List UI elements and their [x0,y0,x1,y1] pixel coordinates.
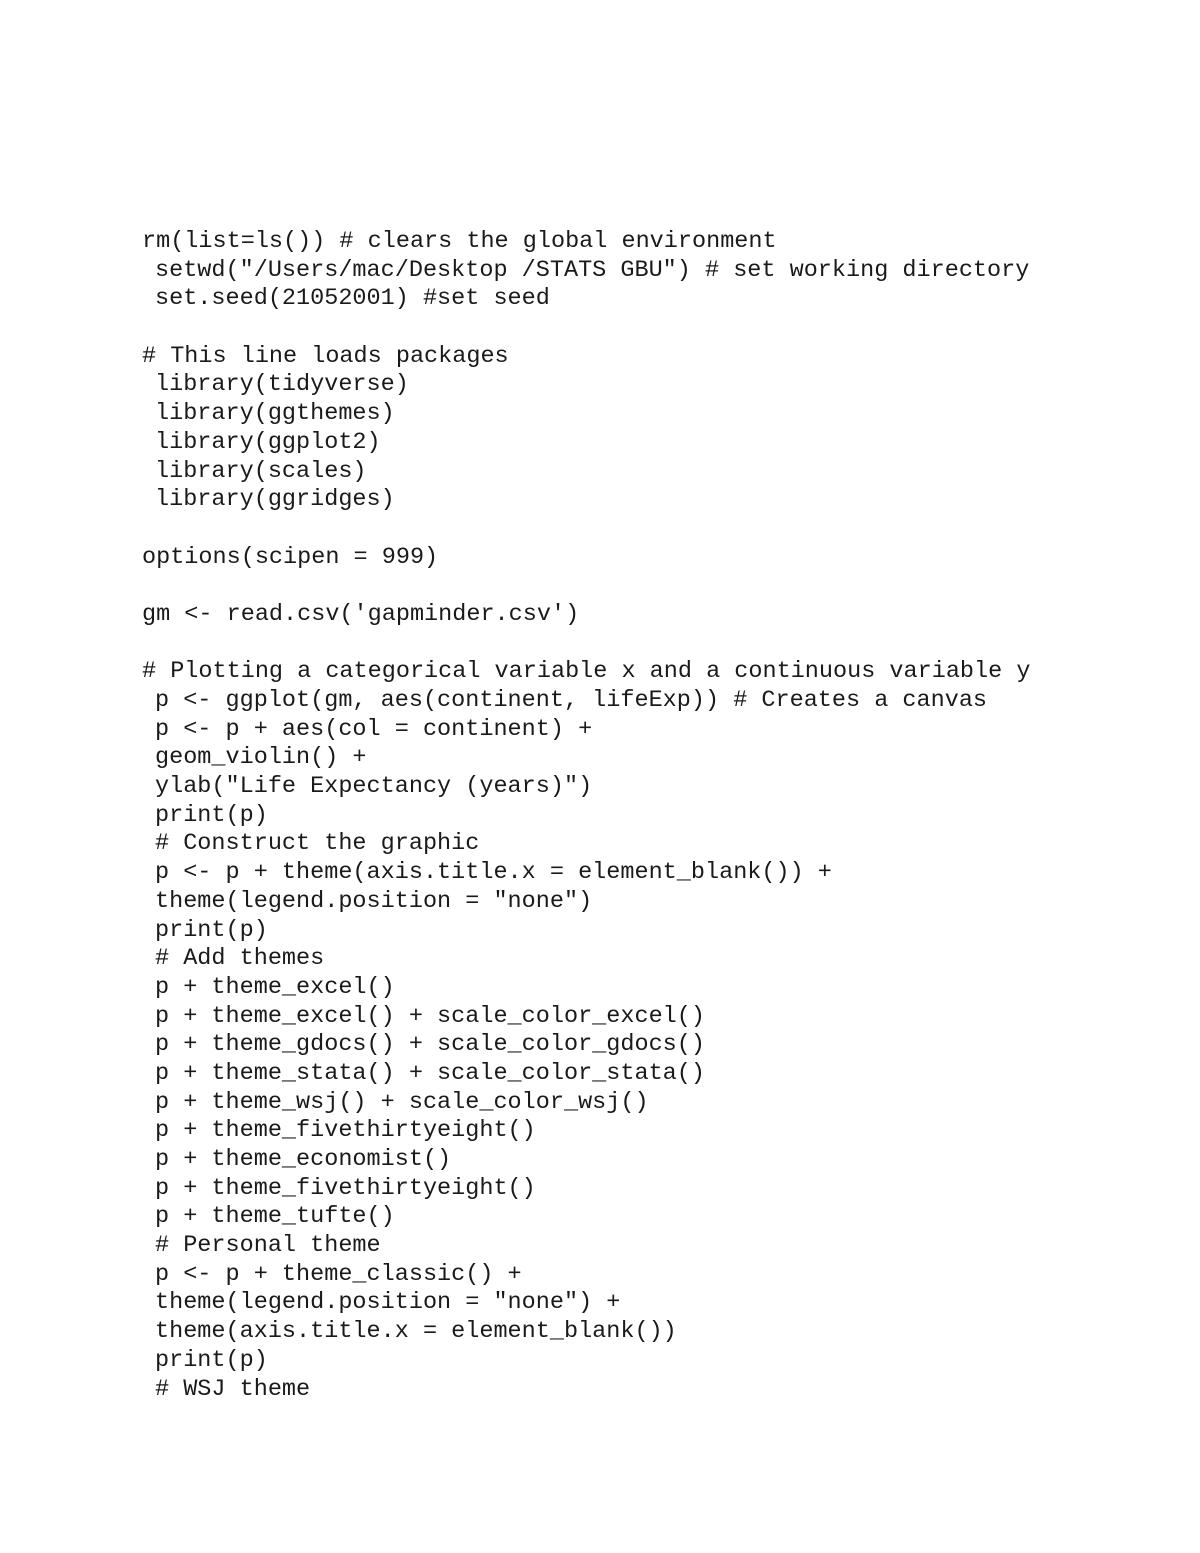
code-line: p <- p + theme(axis.title.x = element_blank()) + [155,859,832,887]
code-line: library(tidyverse) [155,371,409,399]
code-line: theme(legend.position = "none") + [155,1289,621,1317]
code-line: geom_violin() + [155,744,367,772]
code-line: theme(axis.title.x = element_blank()) [155,1318,677,1346]
code-line: # Add themes [155,945,325,973]
code-line: library(ggridges) [155,486,395,514]
code-line: p + theme_tufte() [155,1203,395,1231]
code-line: p <- ggplot(gm, aes(continent, lifeExp)) # Creates a canvas [155,687,988,714]
code-line: p + theme_economist() [155,1146,452,1173]
code-line: gm <- read.csv('gapminder.csv') [142,600,580,628]
blank-line [142,515,1142,544]
code-line: print(p) [155,1346,268,1374]
code-line: library(ggthemes) [155,400,395,428]
blank-line [142,572,1142,601]
code-line: p + theme_stata() + scale_color_stata() [155,1059,705,1087]
code-line: # This line loads packages [142,342,509,370]
code-line: p + theme_excel() + scale_color_excel() [155,1002,705,1030]
code-line: set.seed(21052001) #set seed [155,285,550,313]
code-line: p <- p + aes(col = continent) + [155,715,593,743]
code-line: library(scales) [155,457,367,485]
code-line: p <- p + theme_classic() + [155,1260,522,1288]
code-line: # WSJ theme [155,1375,311,1403]
blank-line [142,630,1142,659]
code-line: p + theme_wsj() + scale_color_wsj() [155,1088,649,1116]
code-line: theme(legend.position = "none") [155,887,593,915]
code-line: # Personal theme [155,1232,381,1260]
r-code-listing [142,228,1142,1404]
blank-line [142,314,1142,343]
code-line: print(p) [155,801,268,829]
code-line: library(ggplot2) [155,428,381,456]
code-line: options(scipen = 999) [142,543,439,571]
code-line: rm(list=ls()) # clears the global environment [142,228,777,255]
code-line: # Construct the graphic [155,830,480,858]
code-line: p + theme_gdocs() + scale_color_gdocs() [155,1031,705,1059]
code-line: setwd("/Users/mac/Desktop /STATS GBU") # set working directory [155,256,1030,284]
code-line: p + theme_excel() [155,973,395,1001]
code-line: # Plotting a categorical variable x and a continuous variable y [142,658,1031,686]
code-line: ylab("Life Expectancy (years)") [155,773,593,801]
code-line: p + theme_fivethirtyeight() [155,1174,536,1202]
code-line: print(p) [155,916,268,944]
code-line: p + theme_fivethirtyeight() [155,1117,536,1145]
